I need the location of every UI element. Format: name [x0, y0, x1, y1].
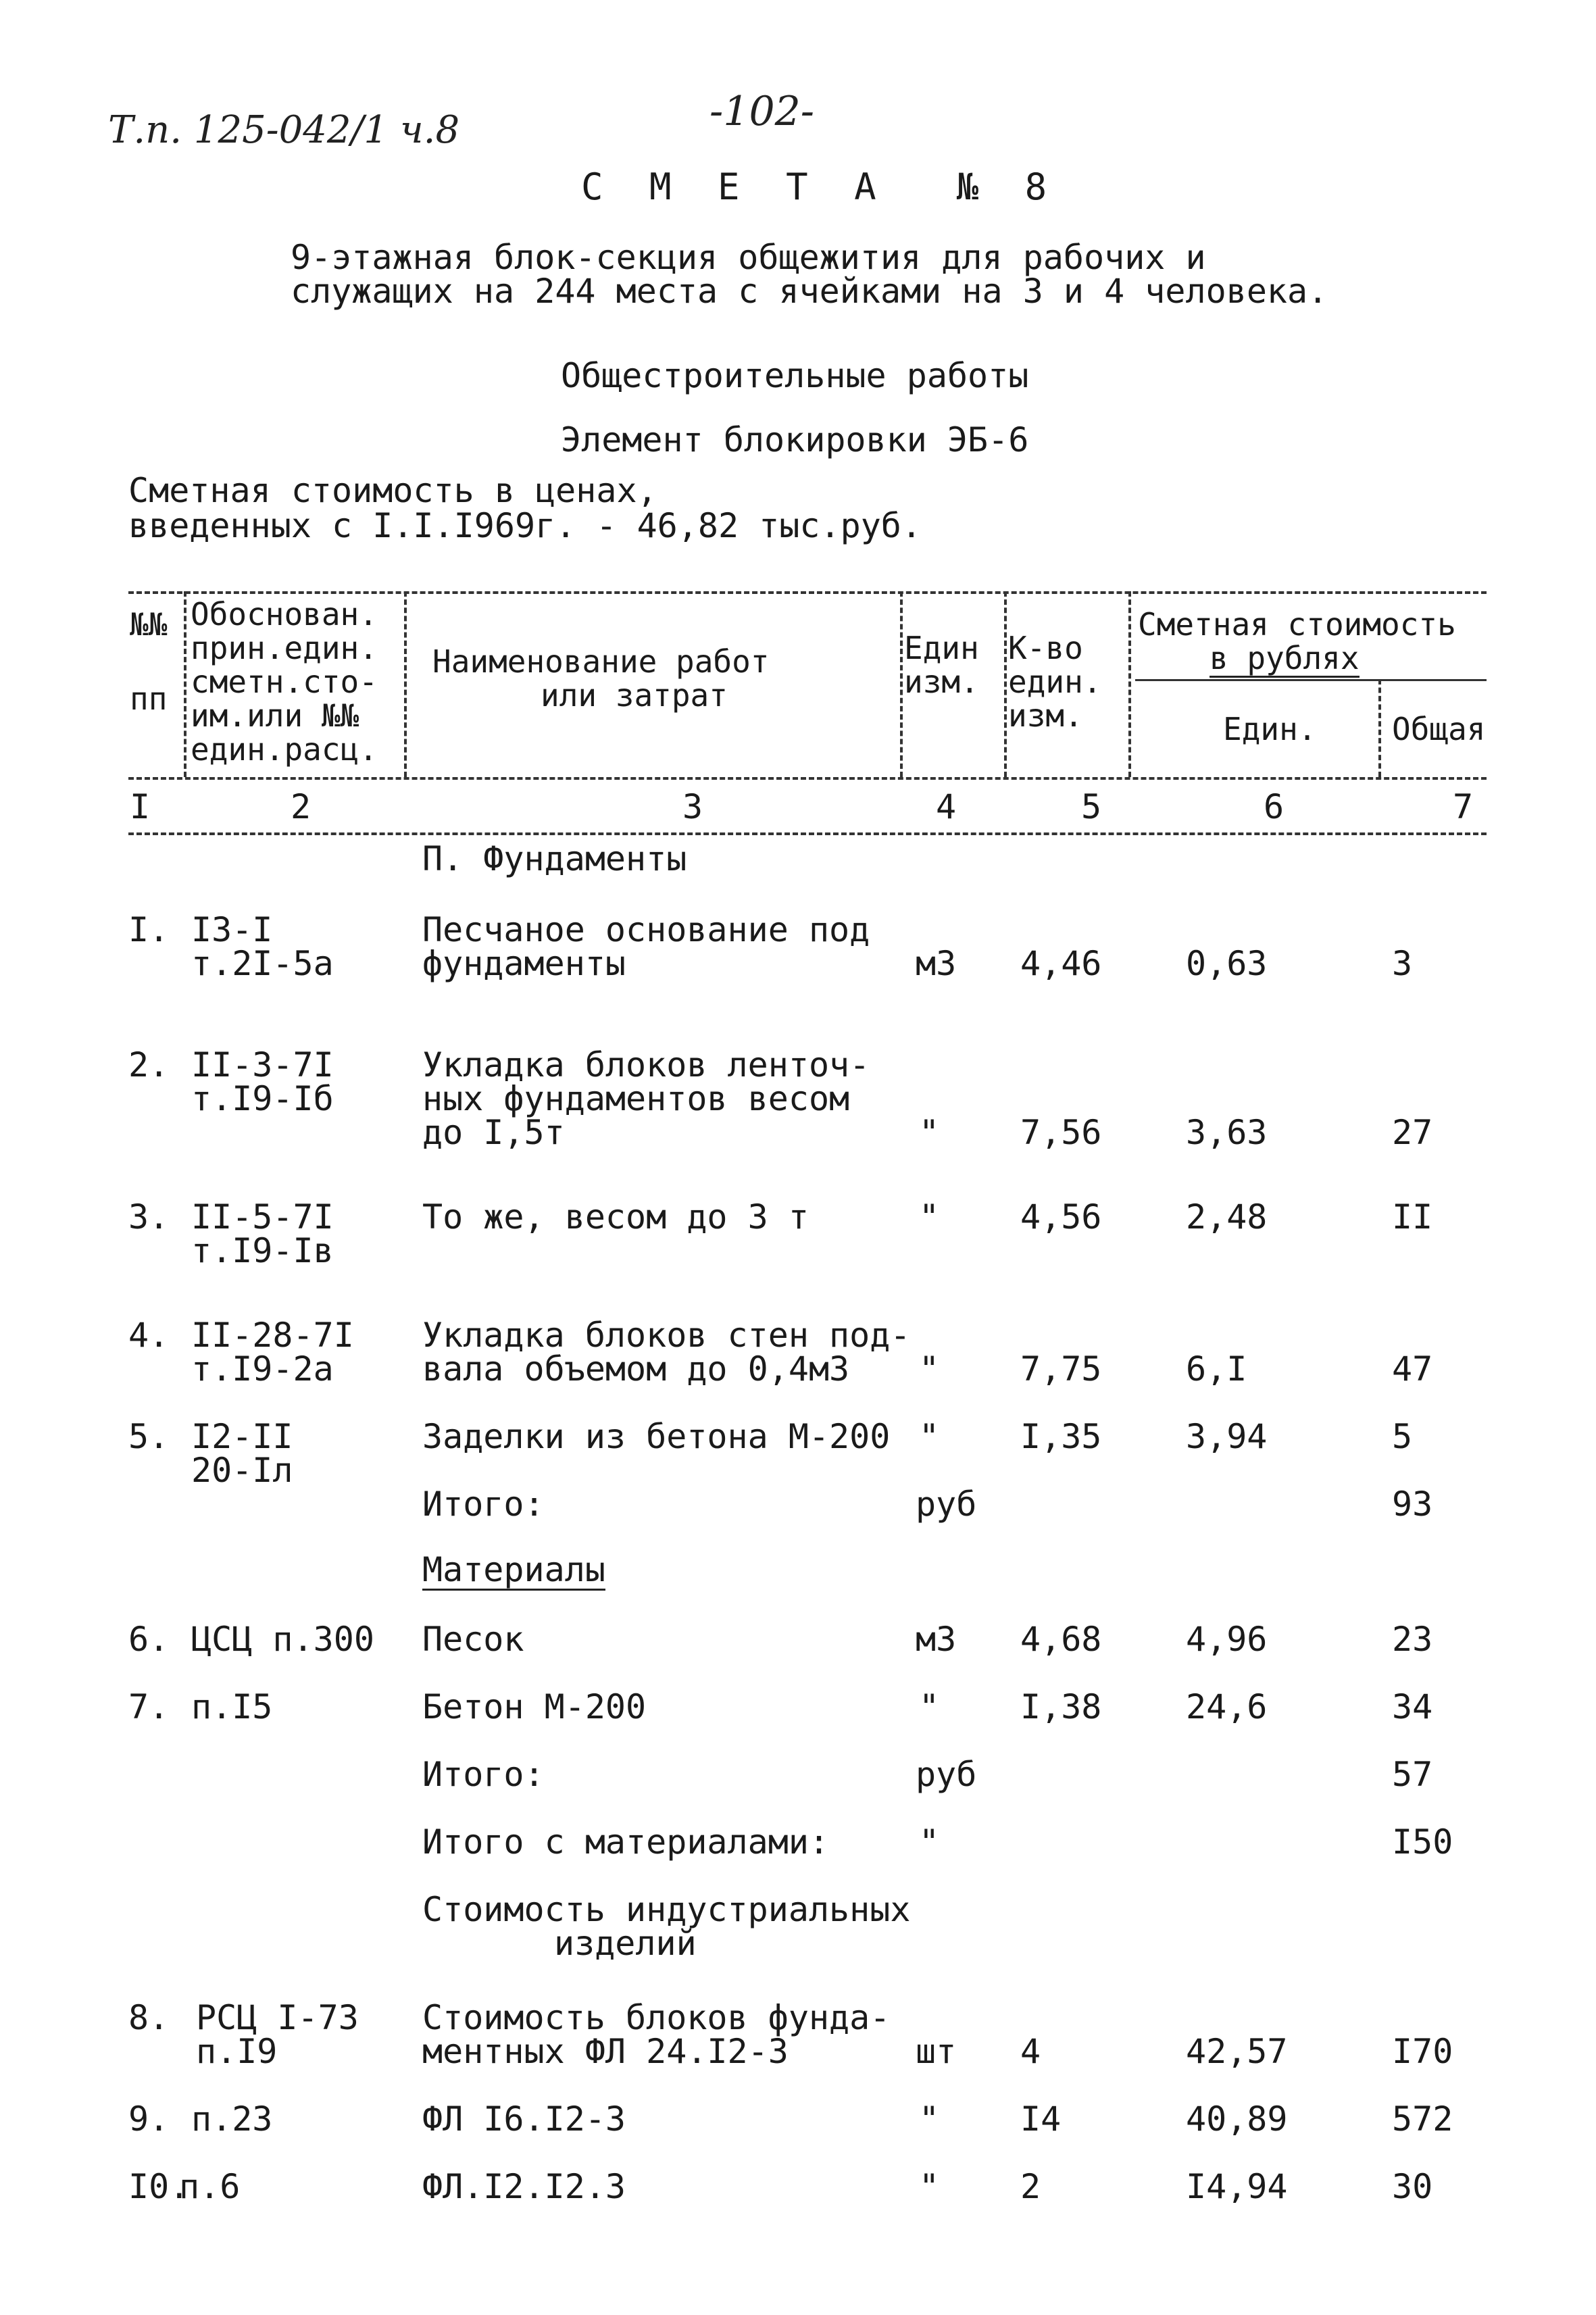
row6-unit: м3	[916, 1620, 957, 1659]
row1-unit: м3	[916, 944, 957, 983]
row4-qty: 7,75	[1020, 1349, 1102, 1389]
row4-unit: "	[919, 1349, 940, 1389]
header-col6: Един.	[1223, 711, 1317, 747]
row7-price: 24,6	[1186, 1687, 1268, 1726]
row2-name-line3: до I,5т	[422, 1113, 565, 1152]
row1-qty: 4,46	[1020, 944, 1102, 983]
row10-unit: "	[919, 2167, 940, 2206]
row8-name-line1: Стоимость блоков фунда-	[422, 1998, 891, 2037]
col-divider-2	[404, 591, 407, 777]
industrial-title-line1: Стоимость индустриальных	[422, 1890, 911, 1929]
col-number-1: I	[130, 787, 151, 826]
row7-total: 34	[1392, 1687, 1433, 1726]
cost-line-1: Сметная стоимость в ценах,	[128, 471, 657, 510]
col-number-7: 7	[1453, 787, 1474, 826]
col-divider-4	[1004, 591, 1007, 777]
row10-number: I0.	[128, 2167, 190, 2206]
header-col1-line1: №№	[130, 606, 168, 643]
subtotal3-label: Итого с материалами:	[422, 1822, 830, 1862]
row4-price: 6,I	[1186, 1349, 1247, 1389]
header-col3-line2: или затрат	[541, 677, 728, 714]
header-col2-line3: сметн.сто-	[191, 664, 378, 700]
header-col2-line5: един.расц.	[191, 731, 378, 768]
col-number-4: 4	[936, 787, 957, 826]
row10-ref: п.6	[179, 2167, 241, 2206]
row4-total: 47	[1392, 1349, 1433, 1389]
row7-ref: п.I5	[191, 1687, 273, 1726]
materials-title: Материалы	[422, 1550, 605, 1589]
row6-total: 23	[1392, 1620, 1433, 1659]
row10-qty: 2	[1020, 2167, 1041, 2206]
header-bottom-border	[128, 777, 1487, 780]
row4-number: 4.	[128, 1316, 170, 1355]
subtitle-line-2: служащих на 244 места с ячейками на 3 и 4 человека.	[291, 272, 1328, 311]
row6-qty: 4,68	[1020, 1620, 1102, 1659]
row10-name: ФЛ.I2.I2.3	[422, 2167, 626, 2206]
header-col4-line2: изм.	[904, 664, 979, 700]
numbers-bottom-border	[128, 832, 1487, 835]
row2-qty: 7,56	[1020, 1113, 1102, 1152]
row3-ref-line2: т.I9-Iв	[191, 1231, 334, 1270]
row1-number: I.	[128, 910, 170, 949]
header-col2-line2: прин.един.	[191, 630, 378, 666]
row4-name-line1: Укладка блоков стен под-	[422, 1316, 911, 1355]
header-col2-line1: Обоснован.	[191, 596, 378, 632]
table-top-border	[128, 591, 1487, 594]
row5-qty: I,35	[1020, 1417, 1102, 1456]
row9-name: ФЛ I6.I2-3	[422, 2099, 626, 2139]
row2-price: 3,63	[1186, 1113, 1268, 1152]
col-divider-1	[184, 591, 186, 777]
subtotal3-unit: "	[919, 1822, 940, 1862]
subtitle-line-1: 9-этажная блок-секция общежития для рабочих и	[291, 238, 1206, 277]
header-col4-line1: Един	[904, 630, 979, 666]
row6-ref: ЦСЦ п.300	[191, 1620, 374, 1659]
row5-number: 5.	[128, 1417, 170, 1456]
subtotal1-label: Итого:	[422, 1485, 545, 1524]
subtotal2-unit: руб	[916, 1755, 977, 1794]
row3-total: II	[1392, 1197, 1433, 1237]
row7-name: Бетон М-200	[422, 1687, 647, 1726]
header-col2-line4: им.или №№	[191, 697, 359, 734]
row5-total: 5	[1392, 1417, 1413, 1456]
row4-name-line2: вала объемом до 0,4м3	[422, 1349, 850, 1389]
row7-qty: I,38	[1020, 1687, 1102, 1726]
row8-unit: шт	[916, 2032, 957, 2071]
row9-qty: I4	[1020, 2099, 1062, 2139]
row3-unit: "	[919, 1197, 940, 1237]
row5-ref-line1: I2-II	[191, 1417, 293, 1456]
row9-total: 572	[1392, 2099, 1453, 2139]
row1-ref-line1: I3-I	[191, 910, 273, 949]
row3-name-line1: То же, весом до 3 т	[422, 1197, 809, 1237]
row1-total: 3	[1392, 944, 1413, 983]
header-col5-line2: един.	[1008, 664, 1102, 700]
row6-price: 4,96	[1186, 1620, 1268, 1659]
header-cost-line2: в рублях	[1210, 640, 1360, 676]
row2-total: 27	[1392, 1113, 1433, 1152]
row3-qty: 4,56	[1020, 1197, 1102, 1237]
col-divider-6	[1378, 679, 1381, 777]
row1-price: 0,63	[1186, 944, 1268, 983]
row10-price: I4,94	[1186, 2167, 1288, 2206]
cost-header-divider	[1135, 679, 1487, 681]
row2-ref-line2: т.I9-Iб	[191, 1079, 334, 1118]
row2-number: 2.	[128, 1045, 170, 1085]
margin-note: Т.п. 125-042/1 ч.8	[108, 108, 460, 152]
row6-name: Песок	[422, 1620, 524, 1659]
subtotal2-label: Итого:	[422, 1755, 545, 1794]
row9-number: 9.	[128, 2099, 170, 2139]
element-title: Элемент блокировки ЭБ-6	[561, 420, 1029, 459]
row8-ref-line1: РСЦ I-73	[196, 1998, 359, 2037]
row5-name-line1: Заделки из бетона М-200	[422, 1417, 891, 1456]
section-foundations: П. Фундаменты	[422, 839, 687, 878]
col-number-6: 6	[1264, 787, 1285, 826]
col-divider-3	[900, 591, 903, 777]
row9-price: 40,89	[1186, 2099, 1288, 2139]
col-number-5: 5	[1081, 787, 1102, 826]
industrial-title-line2: изделий	[554, 1924, 697, 1963]
header-col1-line2: пп	[130, 680, 168, 717]
subtotal3-total: I50	[1392, 1822, 1453, 1862]
subtotal2-total: 57	[1392, 1755, 1433, 1794]
row7-unit: "	[919, 1687, 940, 1726]
row4-ref-line1: II-28-7I	[191, 1316, 354, 1355]
row5-ref-line2: 20-Iл	[191, 1451, 293, 1490]
row3-price: 2,48	[1186, 1197, 1268, 1237]
row10-total: 30	[1392, 2167, 1433, 2206]
row8-ref-line2: п.I9	[196, 2032, 278, 2071]
page-number: -102-	[709, 88, 815, 135]
row9-unit: "	[919, 2099, 940, 2139]
cost-line-2: введенных с I.I.I969г. - 46,82 тыс.руб.	[128, 506, 922, 545]
row9-ref: п.23	[191, 2099, 273, 2139]
row3-number: 3.	[128, 1197, 170, 1237]
document-title: С М Е Т А № 8	[581, 166, 1059, 208]
row4-ref-line2: т.I9-2а	[191, 1349, 334, 1389]
col-number-3: 3	[682, 787, 703, 826]
subtotal1-unit: руб	[916, 1485, 977, 1524]
header-col3-line1: Наименование работ	[432, 643, 770, 680]
subtotal1-total: 93	[1392, 1485, 1433, 1524]
row2-name-line2: ных фундаментов весом	[422, 1079, 850, 1118]
row8-price: 42,57	[1186, 2032, 1288, 2071]
row2-name-line1: Укладка блоков ленточ-	[422, 1045, 870, 1085]
row2-ref-line1: II-3-7I	[191, 1045, 334, 1085]
section-title: Общестроительные работы	[561, 356, 1029, 395]
header-col7: Общая	[1392, 711, 1486, 747]
row8-name-line2: ментных ФЛ 24.I2-3	[422, 2032, 789, 2071]
row7-number: 7.	[128, 1687, 170, 1726]
header-col5-line3: изм.	[1008, 697, 1083, 734]
row6-number: 6.	[128, 1620, 170, 1659]
col-number-2: 2	[291, 787, 311, 826]
header-cost-line1: Сметная стоимость	[1138, 606, 1456, 643]
row8-qty: 4	[1020, 2032, 1041, 2071]
row1-ref-line2: т.2I-5а	[191, 944, 334, 983]
col-divider-5	[1128, 591, 1131, 777]
row8-total: I70	[1392, 2032, 1453, 2071]
row8-number: 8.	[128, 1998, 170, 2037]
row2-unit: "	[919, 1113, 940, 1152]
row5-unit: "	[919, 1417, 940, 1456]
row1-name-line1: Песчаное основание под	[422, 910, 870, 949]
row1-name-line2: фундаменты	[422, 944, 626, 983]
row5-price: 3,94	[1186, 1417, 1268, 1456]
header-col5-line1: К-во	[1008, 630, 1083, 666]
row3-ref-line1: II-5-7I	[191, 1197, 334, 1237]
